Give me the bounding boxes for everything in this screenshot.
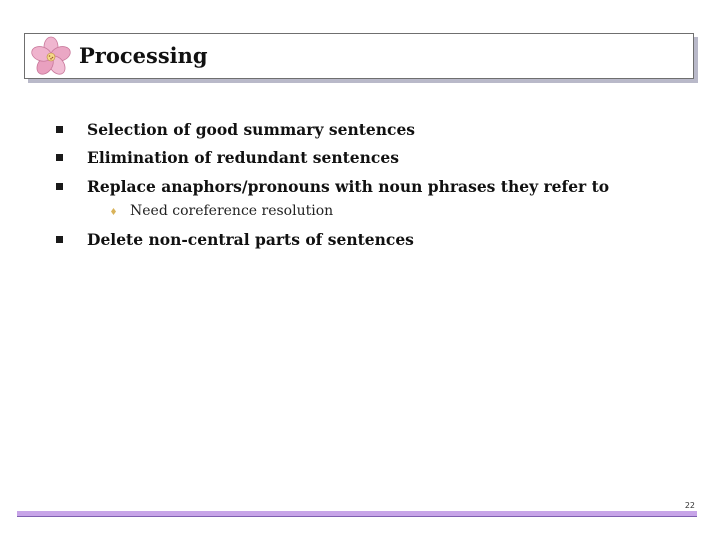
bullet-item	[56, 120, 415, 139]
square-bullet-icon	[56, 183, 63, 190]
diamond-bullet-icon	[111, 208, 116, 215]
title-box	[24, 33, 694, 79]
sub-bullet-item	[111, 203, 333, 219]
bullet-item	[56, 230, 414, 249]
bullet-item	[56, 177, 609, 196]
bullet-text: Delete non-central parts of sentences	[87, 230, 414, 249]
page-number: 22	[684, 501, 695, 510]
slide-title: Processing	[79, 43, 208, 68]
square-bullet-icon	[56, 236, 63, 243]
bullet-item	[56, 148, 399, 167]
square-bullet-icon	[56, 126, 63, 133]
footer-bar	[17, 511, 697, 517]
sub-bullet-text: Need coreference resolution	[130, 203, 334, 219]
bullet-text: Selection of good summary sentences	[87, 120, 416, 139]
bullet-text: Replace anaphors/pronouns with noun phrases they refer to	[87, 177, 610, 196]
square-bullet-icon	[56, 154, 63, 161]
flower-icon	[30, 36, 72, 78]
bullet-text: Elimination of redundant sentences	[87, 148, 399, 167]
